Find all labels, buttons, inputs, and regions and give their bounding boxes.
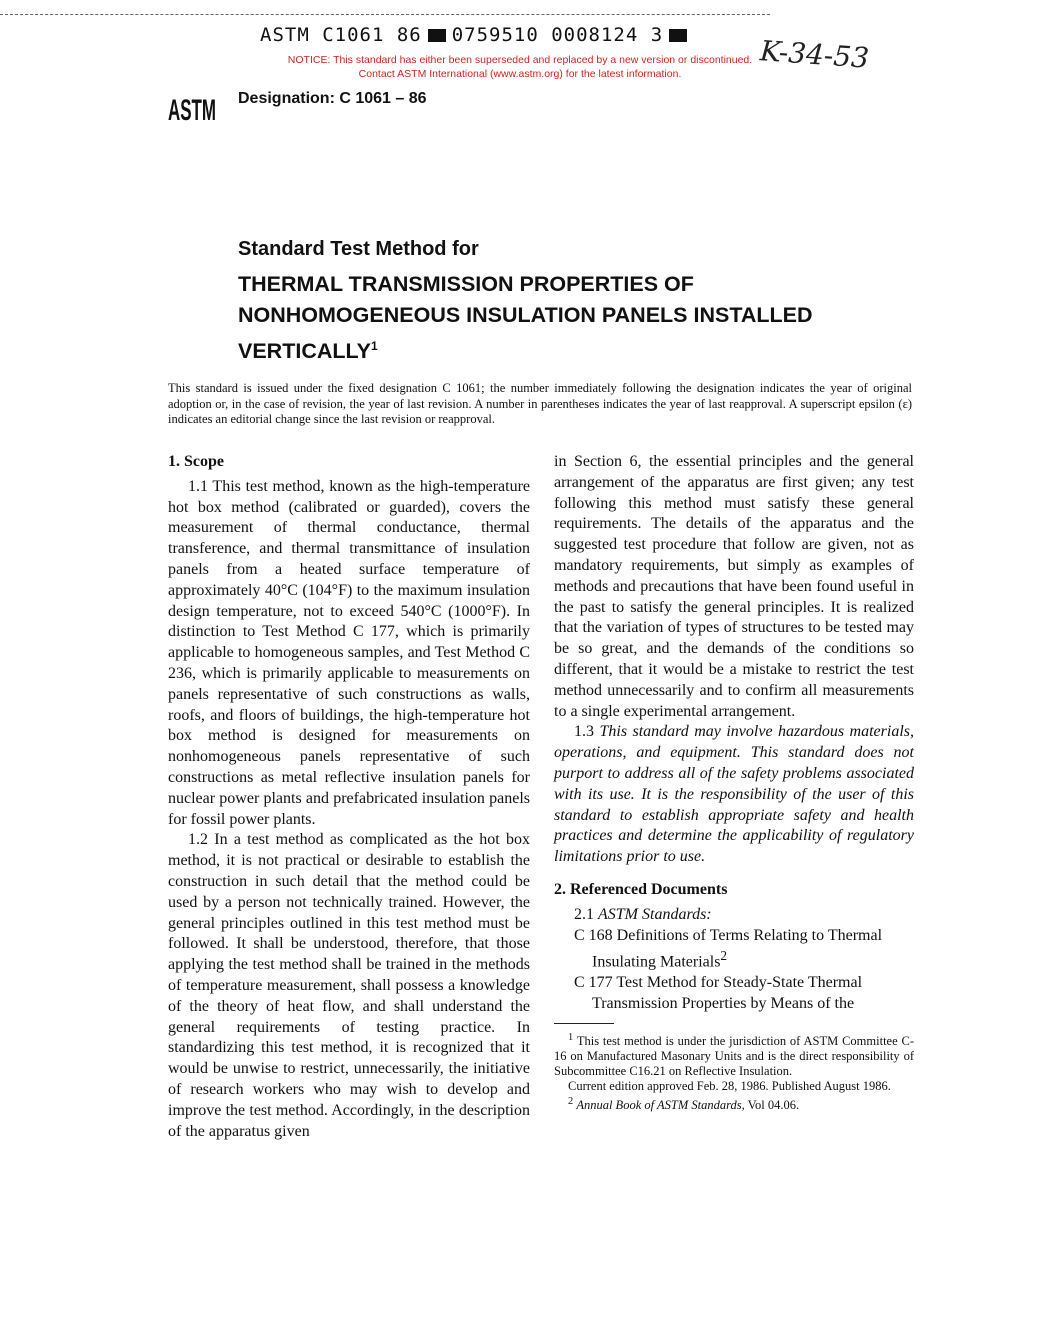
reference-c168-footnote-mark: 2 — [720, 948, 728, 964]
title-prefix: Standard Test Method for — [238, 238, 479, 260]
paragraph-1-3-text: This standard may involve hazardous materials, operations, and equipment. This standard does not purport to address all of the safety problems associated with its use. It is the responsibility of the user of this standard to establish appropriate safety and health practices and determine the applicability of regulatory limitations prior to use. — [554, 723, 915, 866]
astm-logo — [166, 80, 218, 130]
reference-c177: C 177 Test Method for Steady-State Thermal Transmission Properties by Means of the — [574, 974, 863, 1013]
footnote-1-mark: 1 — [568, 1032, 574, 1044]
notice-line-1: NOTICE: This standard has either been superseded and replaced by a new version or discontinued. — [287, 54, 753, 66]
footnote-2-mark: 2 — [568, 1096, 574, 1108]
footnote-2 — [554, 1094, 914, 1113]
scan-block-mark — [428, 29, 446, 42]
paragraph-1-2-continued: in Section 6, the essential principles and the general arrangement of the apparatus are first given; any test following this method must satisfy these general requirements. The details of the apparatus and the suggested test procedure that follow are given, not as mandatory requirements, but simply as examples of methods and precautions that have been found useful in the past to satisfy the general principles. It is realized that the variation of types of structures to be tested may be so great, and the demands of the conditions so different, that it would be a mistake to restrict the test method unnecessarily and to confirm all measurements to a single experimental arrangement. — [554, 453, 914, 720]
scope-heading: 1. Scope — [168, 453, 224, 470]
reference-c168 — [554, 926, 914, 974]
document-id-code: ASTM C1061 86 — [260, 24, 422, 46]
paragraph-1-1: 1.1 This test method, known as the high-temperature hot box method (calibrated or guarded), covers the measurement of thermal conductance, thermal transference, and thermal transmittance of insulation panels from a heated surface temperature of approximately 40°C (104°F) to the maximum insulation design temperature, not to exceed 540°C (1000°F). In distinction to Test Method C 177, which is primarily applicable to homogeneous samples, and Test Method C 236, which is primarily applicable to measurements on panels representative of such constructions as walls, roofs, and floors of buildings, the high-temperature hot box method is designed for measurements on nonhomogeneous panels representative of such constructions as metal reflective insulation panels for nuclear power plants and prefabricated insulation panels for fossil power plants. — [168, 477, 530, 828]
footnote-1-text: This test method is under the jurisdiction of ASTM Committee C-16 on Manufactured Masonary Units and is the direct responsibility of Subcommittee C16.21 on Reflective Insulation. — [554, 1034, 914, 1079]
document-title-text: THERMAL TRANSMISSION PROPERTIES OF NONHOMOGENEOUS INSULATION PANELS INSTALLED VERTICALLY — [238, 272, 813, 364]
paragraph-1-2: 1.2 In a test method as complicated as the hot box method, it is not practical or desirable to establish the construction in such detail that the method could be used by a person not technically trained. However, the general principles outlined in this test method must be followed. It shall be understood, therefore, that those applying the test method shall be trained in the methods of temperature measurement, shall possess a knowledge of the theory of heat flow, and shall understand the general requirements of testing practice. In standardizing this test method, it is recognized that it would be unwise to restrict, unnecessarily, the initiative of research workers who may wish to develop and improve the test method. Accordingly, in the description of the apparatus given — [168, 831, 530, 1140]
footnote-1 — [554, 1030, 914, 1079]
scan-block-mark — [669, 29, 687, 42]
paragraph-2-1-number: 2.1 — [574, 905, 594, 923]
document-title — [238, 269, 918, 367]
footnote-1-edition: Current edition approved Feb. 28, 1986. Published August 1986. — [568, 1079, 891, 1094]
notice-banner — [255, 53, 785, 81]
footnote-2-volume: Vol 04.06. — [747, 1098, 800, 1113]
paragraph-2-1-text: ASTM Standards: — [598, 905, 712, 923]
right-column — [554, 452, 914, 1113]
title-footnote-mark: 1 — [371, 339, 378, 353]
document-id-number: 0759510 0008124 3 — [451, 24, 664, 46]
paragraph-2-1 — [554, 905, 914, 926]
handwritten-note: K-34-53 — [758, 34, 871, 75]
designation: Designation: C 1061 – 86 — [238, 90, 427, 107]
left-column — [168, 452, 530, 1142]
footnote-divider — [554, 1023, 614, 1024]
top-scan-rule — [0, 14, 770, 15]
reference-c168-text: C 168 Definitions of Terms Relating to Thermal Insulating Materials — [574, 926, 883, 971]
notice-line-2: Contact ASTM International (www.astm.org) for the latest information. — [358, 68, 682, 80]
paragraph-1-3 — [554, 722, 914, 868]
footnote-2-title: Annual Book of ASTM Standards, — [576, 1098, 745, 1113]
referenced-documents-heading: 2. Referenced Documents — [554, 880, 728, 898]
paragraph-1-3-number: 1.3 — [574, 723, 594, 741]
footnotes — [554, 1030, 914, 1113]
document-id-line — [260, 24, 693, 46]
astm-logo-lettering: ASTM — [168, 94, 216, 127]
issued-note: This standard is issued under the fixed designation C 1061; the number immediately following the designation indicates the year of original adoption or, in the case of revision, the year of last revision. A number in parentheses indicates the year of last reapproval. A superscript epsilon (ε) indicates an editorial change since the last revision or reapproval. — [168, 381, 912, 426]
